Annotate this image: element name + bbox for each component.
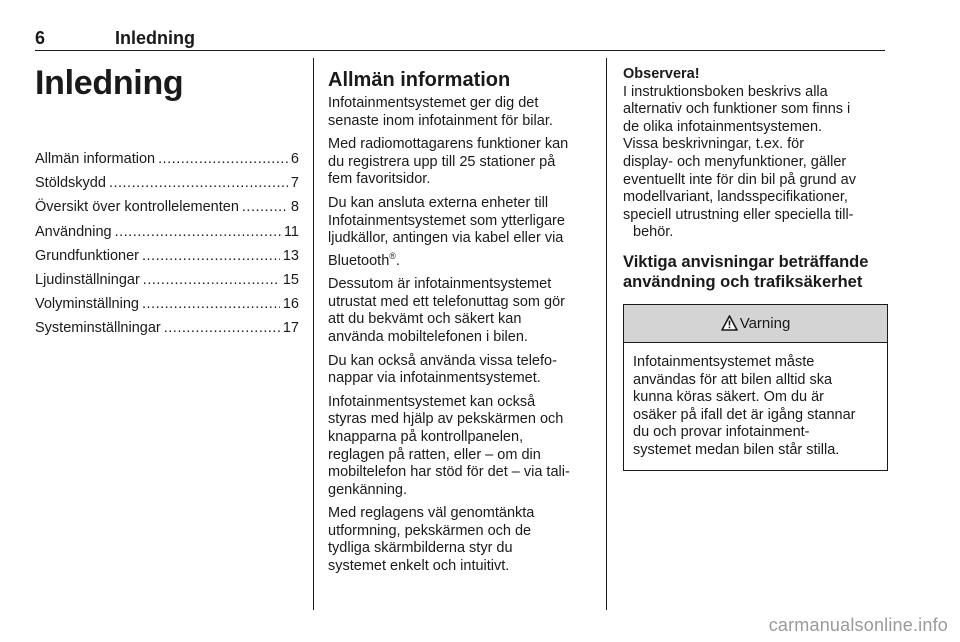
toc-entry-page: 8 — [290, 199, 299, 216]
bluetooth-word: Bluetooth — [328, 252, 390, 269]
paragraph-text: Du kan ansluta externa enheter till Infotainmentsystemet som ytterligare ljudkällor, antingen via kabel eller via — [328, 194, 565, 247]
toc-entry[interactable] — [35, 268, 299, 292]
toc-entry-label: Grundfunktioner — [35, 247, 139, 264]
column-right — [623, 58, 888, 471]
warning-text: Infotainmentsystemet måste användas för att bilen alltid ska kunna köras säkert. Om du är osäker på ifall det är igång stannar du och provar infotainment‐ systemet medan bilen står stilla. — [633, 353, 856, 458]
registered-mark: ® — [389, 250, 396, 261]
toc-entry[interactable] — [35, 316, 299, 340]
toc-entry-label: Användning — [35, 223, 112, 240]
toc-entry[interactable] — [35, 147, 299, 171]
toc-leader-dots — [242, 195, 288, 219]
toc-leader-dots — [142, 292, 280, 316]
table-of-contents — [35, 147, 299, 341]
paragraph — [328, 195, 593, 270]
warning-header — [624, 305, 887, 343]
toc-leader-dots — [164, 316, 280, 340]
column-divider — [606, 58, 607, 610]
paragraph: Du kan också använda vissa telefo‐ nappar via infotainmentsystemet. — [328, 352, 557, 387]
toc-leader-dots — [143, 268, 280, 292]
toc-entry-label: Översikt över kontrollelementen — [35, 199, 239, 216]
note-text-end: behör. — [633, 224, 674, 241]
page-number: 6 — [35, 28, 46, 48]
toc-entry[interactable] — [35, 292, 299, 316]
toc-leader-dots — [142, 244, 280, 268]
paragraph: Med radiomottagarens funktioner kan du registrera upp till 25 stationer på fem favoritsidor. — [328, 136, 569, 188]
paragraph: Infotainmentsystemet kan också styras med hjälp av pekskärmen och knapparna på kontrollpanelen, reglagen på ratten, eller – om din mobiltelefon har stöd för det – via tali‐ genkänning. — [328, 393, 570, 498]
toc-entry-label: Stöldskydd — [35, 175, 106, 192]
warning-label: Varning — [739, 314, 791, 332]
section-title: Allmän information — [328, 69, 511, 91]
toc-entry-page: 11 — [283, 223, 299, 240]
toc-entry-page: 7 — [290, 175, 299, 192]
watermark: carmanualsonline.info — [768, 615, 948, 635]
toc-entry[interactable] — [35, 171, 299, 195]
toc-leader-dots — [158, 147, 288, 171]
warning-box — [623, 304, 888, 471]
toc-entry[interactable] — [35, 220, 299, 244]
toc-entry-page: 16 — [282, 296, 299, 313]
column-middle — [328, 58, 593, 582]
paragraph: Dessutom är infotainmentsystemet utrustat med ett telefonuttag som gör att du bekvämt och säkert kan använda mobiltelefonen i bilen. — [328, 276, 565, 345]
toc-leader-dots — [109, 171, 288, 195]
toc-entry[interactable] — [35, 195, 299, 219]
column-divider — [313, 58, 314, 610]
paragraph: Infotainmentsystemet ger dig det senaste inom infotainment för bilar. — [328, 95, 553, 129]
chapter-title: Inledning — [35, 64, 184, 102]
page-header — [35, 26, 885, 51]
toc-entry-page: 17 — [282, 320, 299, 337]
paragraph-end: . — [395, 252, 400, 269]
toc-entry-label: Ljudinställningar — [35, 272, 140, 289]
warning-triangle-icon — [721, 315, 738, 331]
toc-entry-label: Allmän information — [35, 151, 156, 167]
toc-entry-page: 15 — [282, 272, 299, 289]
toc-entry-label: Systeminställningar — [35, 320, 161, 337]
toc-entry[interactable] — [35, 244, 299, 268]
toc-entry-page: 6 — [290, 151, 299, 167]
toc-leader-dots — [115, 220, 281, 244]
note-body — [623, 84, 888, 242]
note-title: Observera! — [623, 66, 700, 82]
subsection-title: Viktiga anvisningar beträffande användning och trafiksäkerhet — [623, 252, 869, 291]
toc-entry-page: 13 — [282, 247, 299, 264]
paragraph: Med reglagens väl genomtänkta utformning, pekskärmen och de tydliga skärmbilderna styr du systemet enkelt och intuitivt. — [328, 505, 535, 575]
toc-entry-label: Volyminställning — [35, 296, 139, 313]
column-left — [35, 58, 299, 341]
note-text: I instruktionsboken beskrivs alla alternativ och funktioner som finns i de olika infotainmentsystemen. Vissa beskrivningar, t.ex. för display- och menyfunktioner, gäller eventuellt inte för din bil på grund av modellvariant, landsspecifikationer, speciell utrustning eller speciella till‐ — [623, 83, 856, 223]
running-title: Inledning — [115, 28, 195, 48]
